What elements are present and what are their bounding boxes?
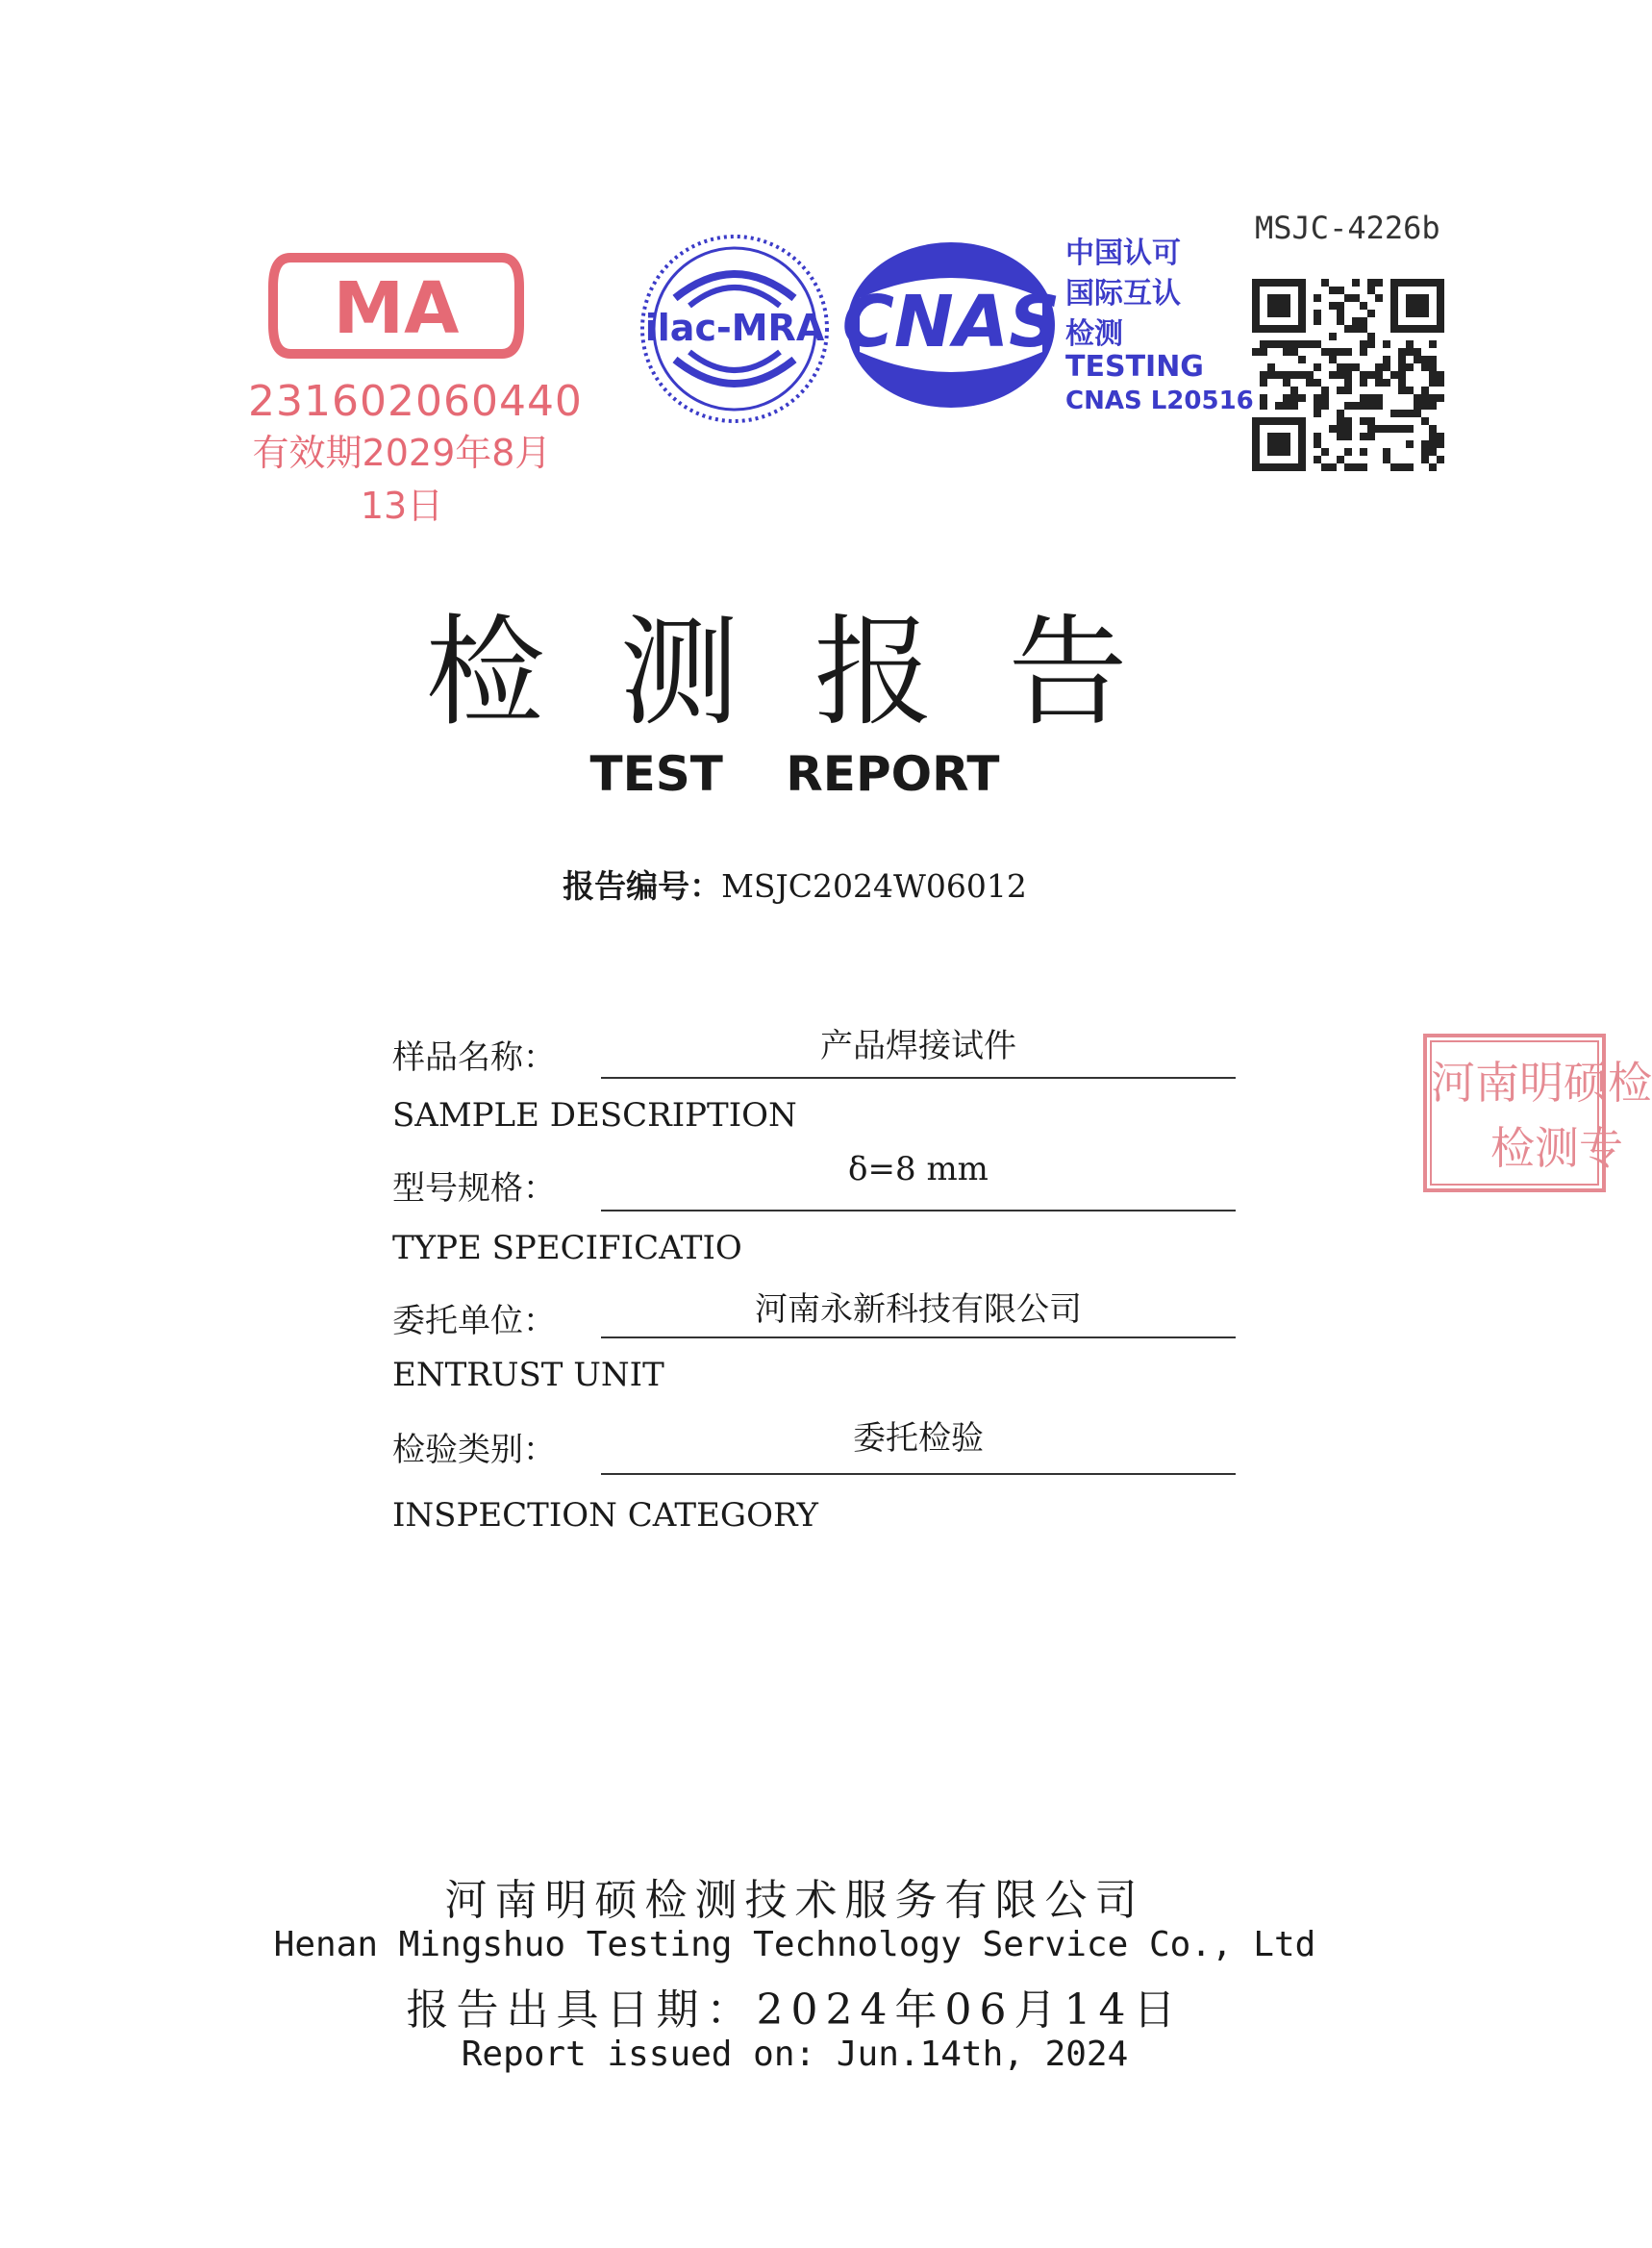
cnas-logo [840,238,1062,412]
inspection-category-label-en: INSPECTION CATEGORY [392,1496,818,1535]
sample-description-label-en: SAMPLE DESCRIPTION [392,1096,797,1135]
cma-number: 231602060440 [248,377,583,426]
cnas-recognition-line: 中国认可 [1065,237,1181,270]
sample-description-label-cn: 样品名称： [392,1038,556,1077]
inspection-category-label-cn: 检验类别： [392,1431,556,1469]
field-underline [601,1336,1236,1338]
cnas-recognition-line: 国际互认 [1065,277,1181,311]
entrust-unit-label-cn: 委托单位： [392,1302,556,1340]
cnas-testing-label: TESTING [1065,350,1204,384]
ilac-mra-logo [637,231,834,428]
field-underline [601,1077,1236,1079]
report-number [0,862,1589,907]
issue-date-en: Report issued on: Jun.14th, 2024 [461,2035,1129,2074]
type-specification-label-cn: 型号规格： [392,1169,556,1208]
cma-validity: 有效期2029年8月13日 [252,432,552,527]
entrust-unit-value: 河南永新科技有限公司 [755,1290,1082,1329]
type-specification-value: δ=8 mm [848,1150,989,1188]
report-title-cn: 检测报告 [425,604,1203,742]
report-number-label: 报告编号： [563,867,722,905]
ma-logo-text: MA [333,267,460,350]
inspection-category-value: 委托检验 [853,1419,984,1458]
company-name-en: Henan Mingshuo Testing Technology Service Co., Ltd [273,1925,1316,1964]
stamp-text-line2: 检测专 [1490,1122,1623,1174]
stamp-text-line1: 河南明硕检 [1431,1057,1652,1109]
report-title-en: TEST REPORT [589,746,1000,802]
qr-code-icon [1252,279,1444,471]
document-code: MSJC-4226b [1255,210,1440,246]
cma-seal [271,248,521,363]
field-underline [601,1473,1236,1475]
type-specification-label-en: TYPE SPECIFICATIO [392,1229,742,1267]
sample-description-value: 产品焊接试件 [820,1027,1016,1065]
ilac-logo-text: ilac-MRA [644,307,825,349]
field-underline [601,1210,1236,1211]
cnas-recognition-line: 检测 [1065,317,1123,351]
cnas-logo-text: CNAS [841,281,1061,363]
issue-date-cn: 报告出具日期：2024年06月14日 [406,1986,1184,2035]
report-number-value: MSJC2024W06012 [721,867,1027,905]
entrust-unit-label-en: ENTRUST UNIT [392,1356,664,1394]
company-name-cn: 河南明硕检测技术服务有限公司 [444,1876,1145,1925]
cnas-id: CNAS L20516 [1065,387,1254,415]
